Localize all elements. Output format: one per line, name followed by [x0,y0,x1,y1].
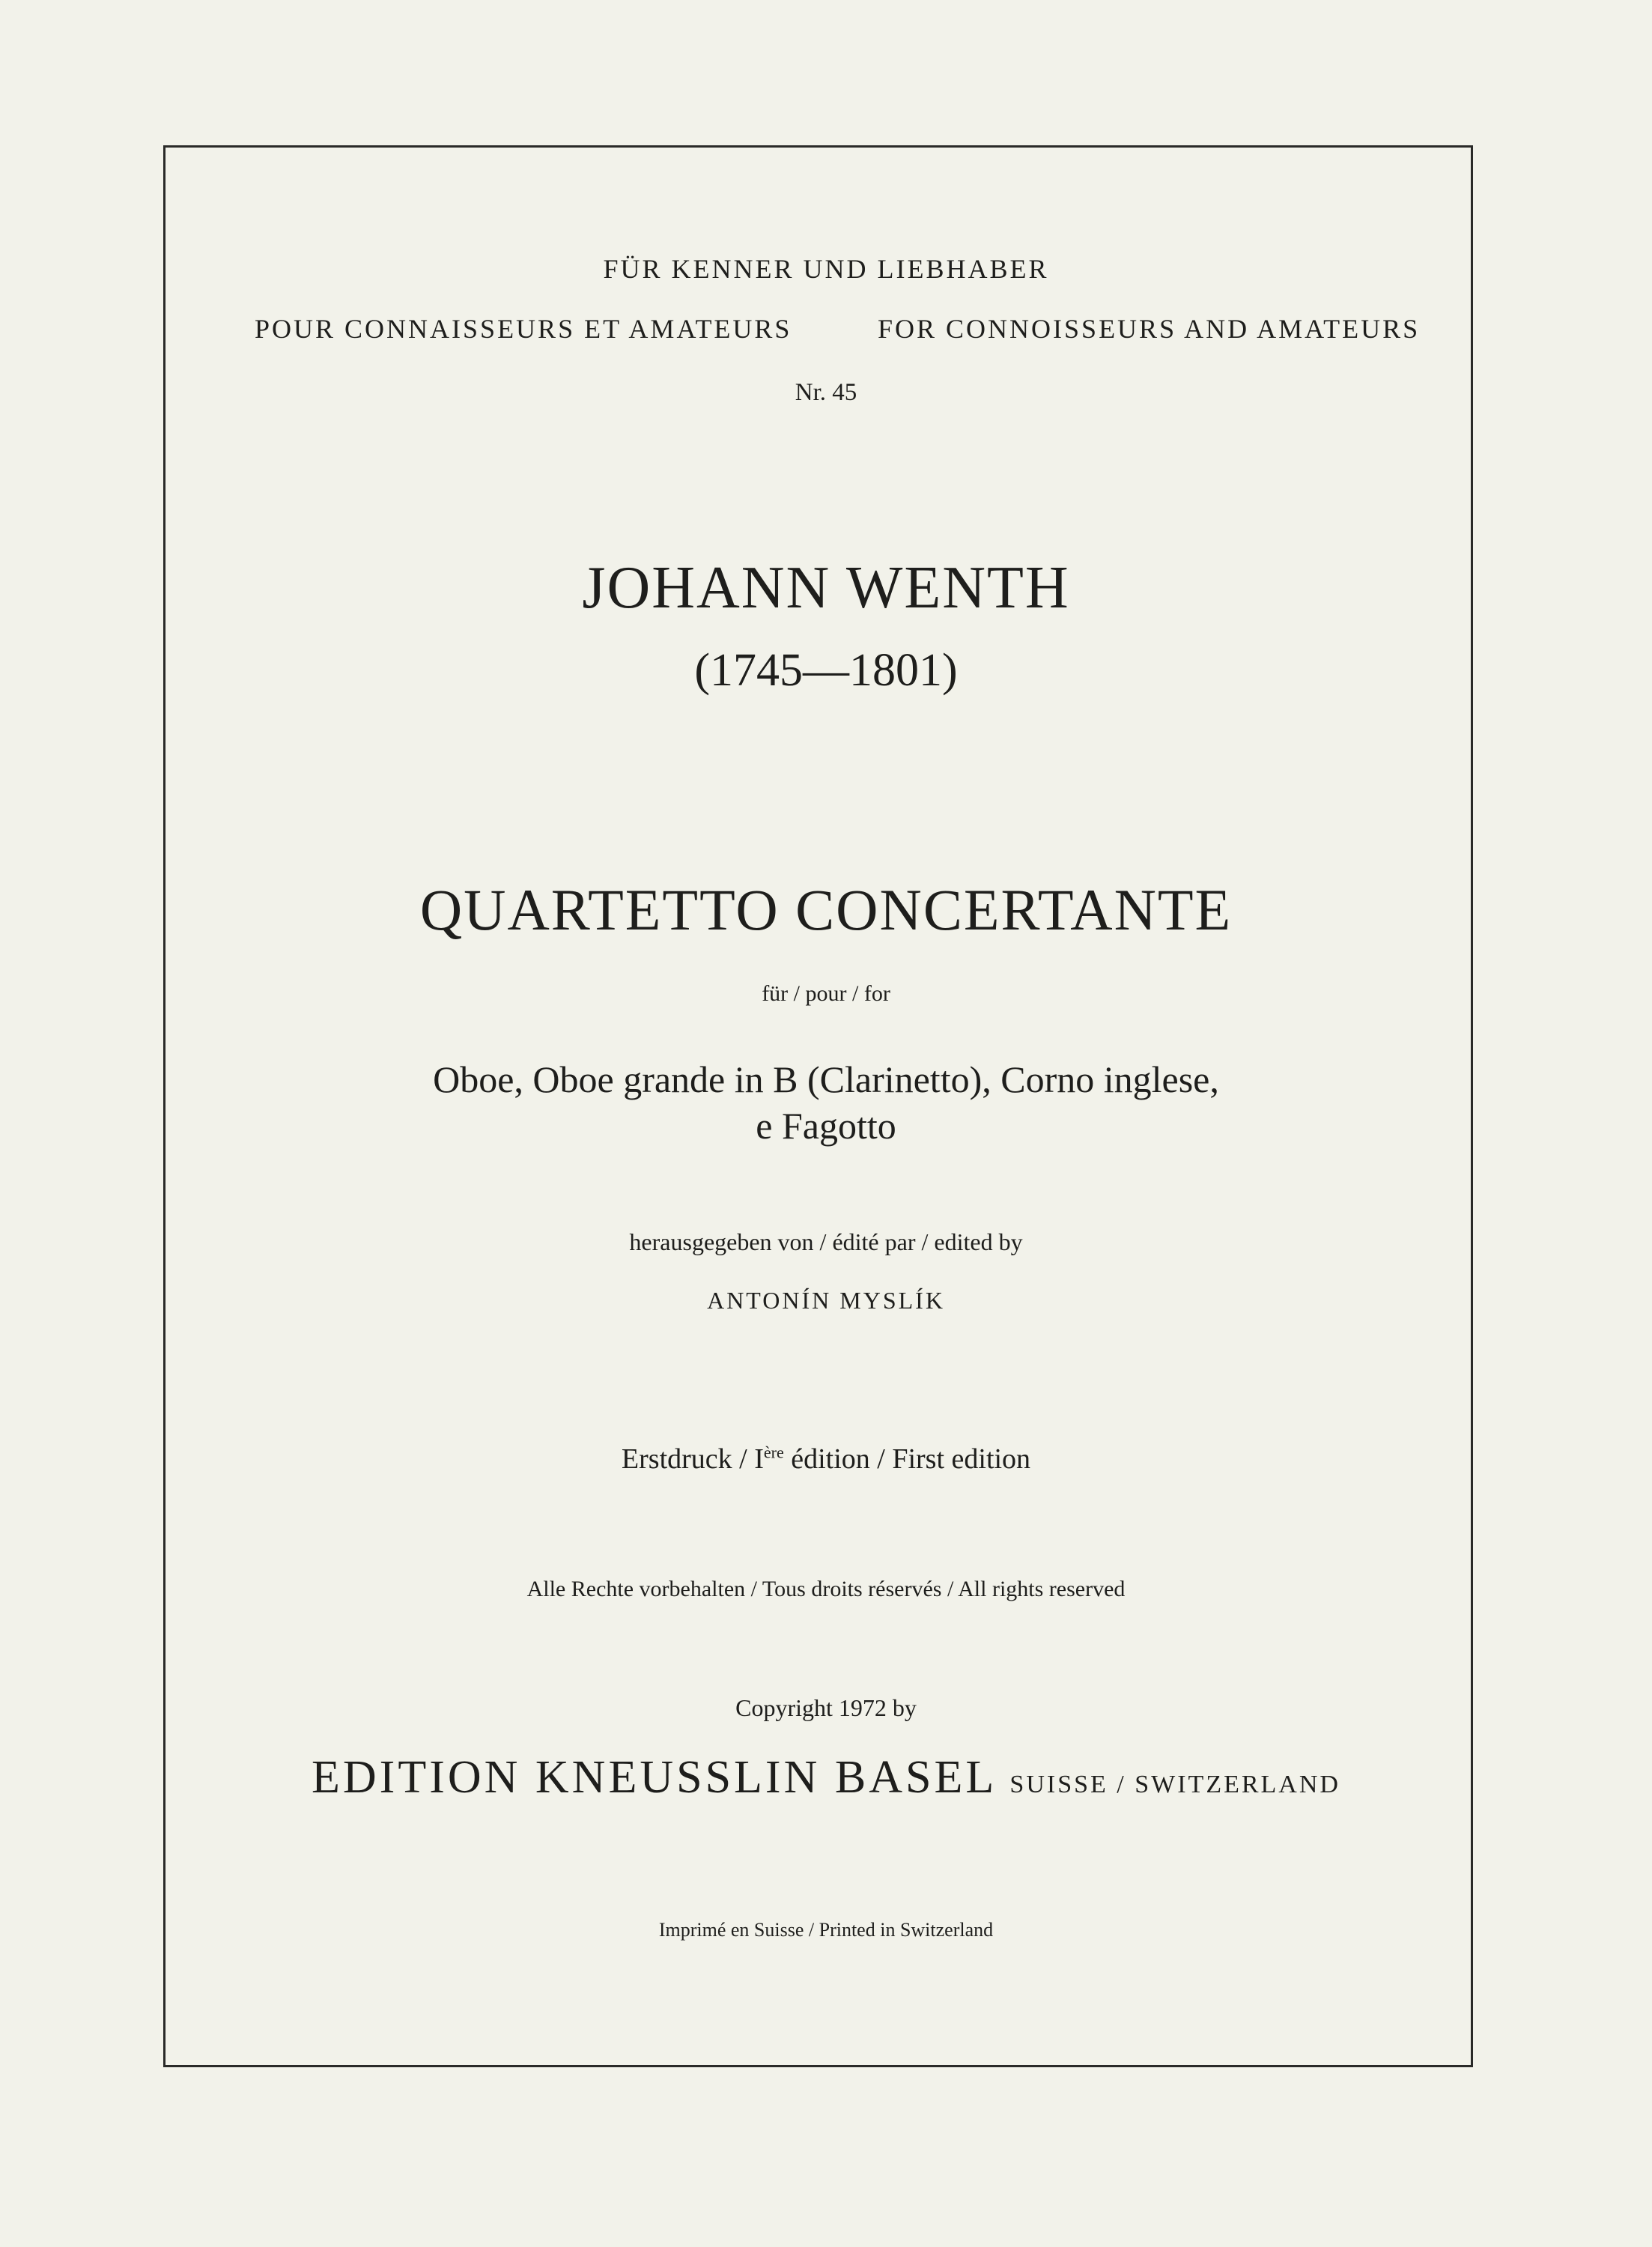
first-edition-superscript: ère [763,1443,784,1462]
series-number: Nr. 45 [795,379,857,406]
publisher-location: SUISSE / SWITZERLAND [1009,1771,1340,1798]
publisher-name: EDITION KNEUSSLIN BASEL [312,1752,995,1803]
series-title-french: POUR CONNAISSEURS ET AMATEURS [255,314,792,344]
rights-notice: Alle Rechte vorbehalten / Tous droits réservés / All rights reserved [526,1577,1126,1601]
work-title: QUARTETTO CONCERTANTE [419,877,1233,942]
edited-by-label: herausgegeben von / édité par / edited by [629,1228,1023,1255]
series-title-english: FOR CONNOISSEURS AND AMATEURS [878,314,1421,344]
composer-dates: (1745—1801) [694,645,958,696]
first-edition-part-1: Erstdruck / I [621,1443,764,1475]
editor-name: ANTONÍN MYSLÍK [707,1287,945,1314]
publisher [0,1751,1652,1804]
printed-in-notice: Imprimé en Suisse / Printed in Switzerland [658,1919,994,1941]
copyright-notice: Copyright 1972 by [735,1694,917,1721]
first-edition-note [0,1443,1652,1476]
first-edition-part-2: édition / First edition [783,1443,1031,1475]
instrumentation-line-2: e Fagotto [756,1105,896,1147]
for-label: für / pour / for [762,981,890,1006]
composer-name: JOHANN WENTH [582,555,1070,621]
series-title-german: FÜR KENNER UND LIEBHABER [603,254,1049,284]
instrumentation-line-1: Oboe, Oboe grande in B (Clarinetto), Corno inglese, [433,1058,1219,1100]
